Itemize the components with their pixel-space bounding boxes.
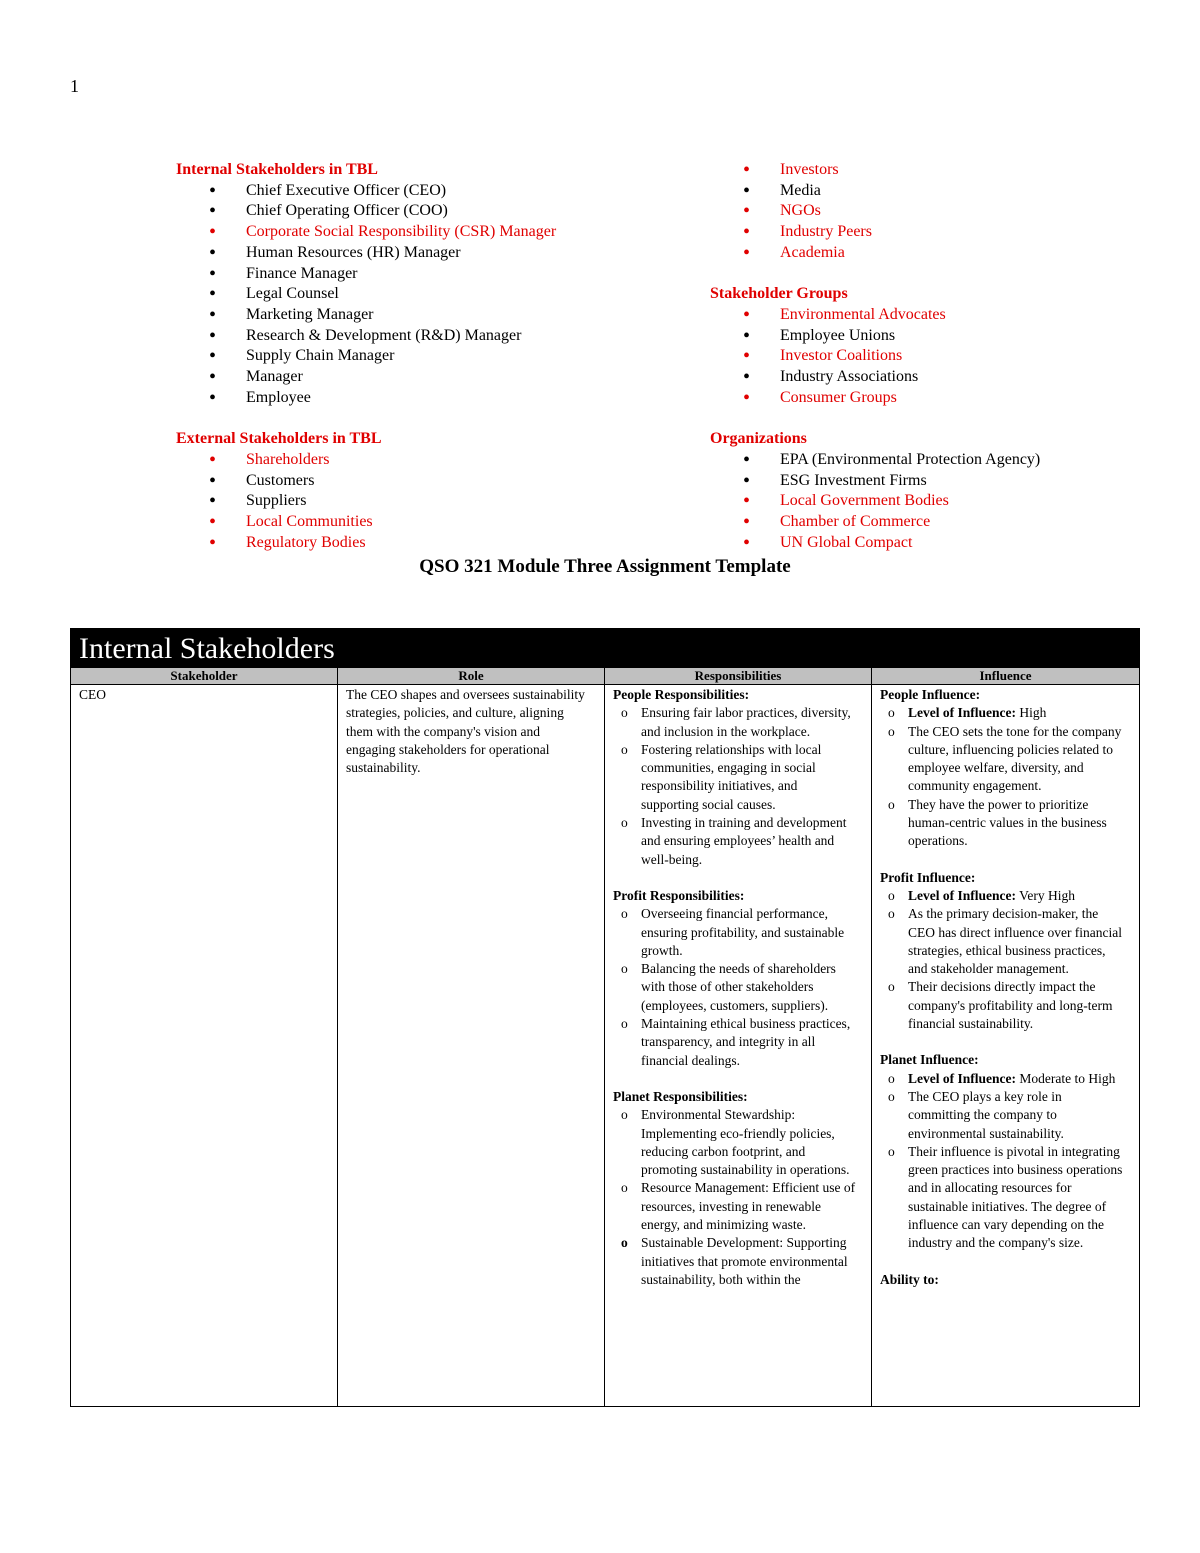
list-item: • Environmental Advocates: [710, 305, 1150, 326]
column-header-responsibilities: Responsibilities: [605, 668, 872, 685]
stakeholder-groups-heading: Stakeholder Groups: [710, 285, 848, 303]
list-item: • Shareholders: [176, 450, 676, 471]
list-item: • Corporate Social Responsibility (CSR) Manager: [176, 222, 676, 243]
profit-influence-heading: Profit Influence:: [880, 869, 976, 885]
list-item: • Industry Associations: [710, 367, 1150, 388]
external-stakeholders-list: [176, 450, 676, 554]
stakeholder-cell: CEO: [71, 685, 338, 1407]
people-influence-heading: People Influence:: [880, 687, 981, 702]
list-item: • Marketing Manager: [176, 305, 676, 326]
list-item: • Local Communities: [176, 512, 676, 533]
level-label: Level of Influence:: [908, 1070, 1016, 1086]
internal-stakeholders-list: [176, 181, 676, 409]
list-item: • Regulatory Bodies: [176, 533, 676, 554]
profit-influence-list: [880, 887, 1125, 1033]
external-continued-list: [710, 160, 1150, 264]
planet-influence-list: [880, 1070, 1125, 1253]
table-banner: Internal Stakeholders: [71, 629, 1140, 668]
list-item: • Investors: [710, 160, 1150, 181]
internal-stakeholders-table: [70, 628, 1140, 1407]
planet-influence-heading: Planet Influence:: [880, 1052, 979, 1068]
list-item: • Human Resources (HR) Manager: [176, 243, 676, 264]
profit-responsibilities-heading: Profit Responsibilities:: [613, 887, 745, 903]
organizations-heading: Organizations: [710, 430, 807, 448]
external-stakeholders-heading: External Stakeholders in TBL: [176, 430, 382, 448]
list-item: o Balancing the needs of shareholders with those of other stakeholders (employees, customers, suppliers).: [613, 960, 857, 1015]
list-item: • NGOs: [710, 201, 1150, 222]
planet-responsibilities-heading: Planet Responsibilities:: [613, 1088, 748, 1104]
list-item: • Chief Operating Officer (COO): [176, 201, 676, 222]
page-number: 1: [70, 76, 79, 96]
level-label: Level of Influence:: [908, 705, 1016, 721]
list-item: o Sustainable Development: Supporting initiatives that promote environmental sustainability, both within the: [613, 1234, 857, 1289]
list-item: o Their influence is pivotal in integrating green practices into business operations and in allocating resources for sustainable initiatives. The degree of influence can vary depending on the industry and the company's size.: [880, 1143, 1125, 1253]
list-item: • Investor Coalitions: [710, 346, 1150, 367]
list-item: • Customers: [176, 471, 676, 492]
list-item: o Environmental Stewardship: Implementing eco-friendly policies, reducing carbon footprint, and promoting sustainability in operations.: [613, 1106, 857, 1179]
stakeholder-groups-list: [710, 305, 1150, 409]
list-item: • Research & Development (R&D) Manager: [176, 326, 676, 347]
people-responsibilities-list: [613, 704, 857, 869]
list-item: • Finance Manager: [176, 264, 676, 285]
list-item: o As the primary decision-maker, the CEO has direct influence over financial strategies, ethical business practices, and stakeholder management.: [880, 905, 1125, 978]
document-title: QSO 321 Module Three Assignment Template: [419, 556, 791, 577]
responsibilities-cell: [605, 685, 872, 1407]
right-stakeholder-column: [710, 160, 1150, 553]
list-item: o Maintaining ethical business practices, transparency, and integrity in all financial dealings.: [613, 1015, 857, 1070]
list-item: o Their decisions directly impact the company's profitability and long-term financial sustainability.: [880, 978, 1125, 1033]
list-item: o Fostering relationships with local communities, engaging in social responsibility initiatives, and supporting social causes.: [613, 741, 857, 814]
list-item: o Ensuring fair labor practices, diversity, and inclusion in the workplace.: [613, 704, 857, 741]
role-cell: The CEO shapes and oversees sustainability strategies, policies, and culture, aligning them with the company's vision and engaging stakeholders for operational sustainability.: [338, 685, 605, 1407]
list-item: • Legal Counsel: [176, 284, 676, 305]
list-item: • Academia: [710, 243, 1150, 264]
planet-responsibilities-list: [613, 1106, 857, 1289]
people-level-of-influence: [880, 704, 1125, 722]
list-item: • Supply Chain Manager: [176, 346, 676, 367]
planet-level-of-influence: [880, 1070, 1125, 1088]
list-item: • Industry Peers: [710, 222, 1150, 243]
list-item: • Chamber of Commerce: [710, 512, 1150, 533]
ability-heading: Ability to:: [880, 1271, 939, 1287]
column-header-role: Role: [338, 668, 605, 685]
list-item: • Manager: [176, 367, 676, 388]
list-item: • Employee: [176, 388, 676, 409]
level-value: Very High: [1015, 887, 1075, 903]
list-item: • EPA (Environmental Protection Agency): [710, 450, 1150, 471]
list-item: • Chief Executive Officer (CEO): [176, 181, 676, 202]
organizations-list: [710, 450, 1150, 554]
profit-level-of-influence: [880, 887, 1125, 905]
list-item: • Suppliers: [176, 491, 676, 512]
list-item: o Investing in training and development and ensuring employees’ health and well-being.: [613, 814, 857, 869]
list-item: • Media: [710, 181, 1150, 202]
list-item: • Local Government Bodies: [710, 491, 1150, 512]
profit-responsibilities-list: [613, 905, 857, 1070]
level-label: Level of Influence:: [908, 887, 1016, 903]
list-item: o They have the power to prioritize human-centric values in the business operations.: [880, 796, 1125, 851]
list-item: • UN Global Compact: [710, 533, 1150, 554]
list-item: o Resource Management: Efficient use of resources, investing in renewable energy, and minimizing waste.: [613, 1179, 857, 1234]
list-item: • Employee Unions: [710, 326, 1150, 347]
internal-stakeholders-heading: Internal Stakeholders in TBL: [176, 161, 378, 178]
list-item: o Overseeing financial performance, ensuring profitability, and sustainable growth.: [613, 905, 857, 960]
list-item: • Consumer Groups: [710, 388, 1150, 409]
people-responsibilities-heading: People Responsibilities:: [613, 687, 750, 702]
people-influence-list: [880, 704, 1125, 850]
level-value: Moderate to High: [1015, 1070, 1116, 1086]
influence-cell: [872, 685, 1140, 1407]
level-value: High: [1015, 705, 1047, 721]
table-row: [71, 685, 1140, 1407]
list-item: • ESG Investment Firms: [710, 471, 1150, 492]
column-header-stakeholder: Stakeholder: [71, 668, 338, 685]
list-item: o The CEO sets the tone for the company culture, influencing policies related to employee welfare, diversity, and community engagement.: [880, 723, 1125, 796]
column-header-influence: Influence: [872, 668, 1140, 685]
list-item: o The CEO plays a key role in committing the company to environmental sustainability.: [880, 1088, 1125, 1143]
left-stakeholder-column: [176, 160, 676, 553]
